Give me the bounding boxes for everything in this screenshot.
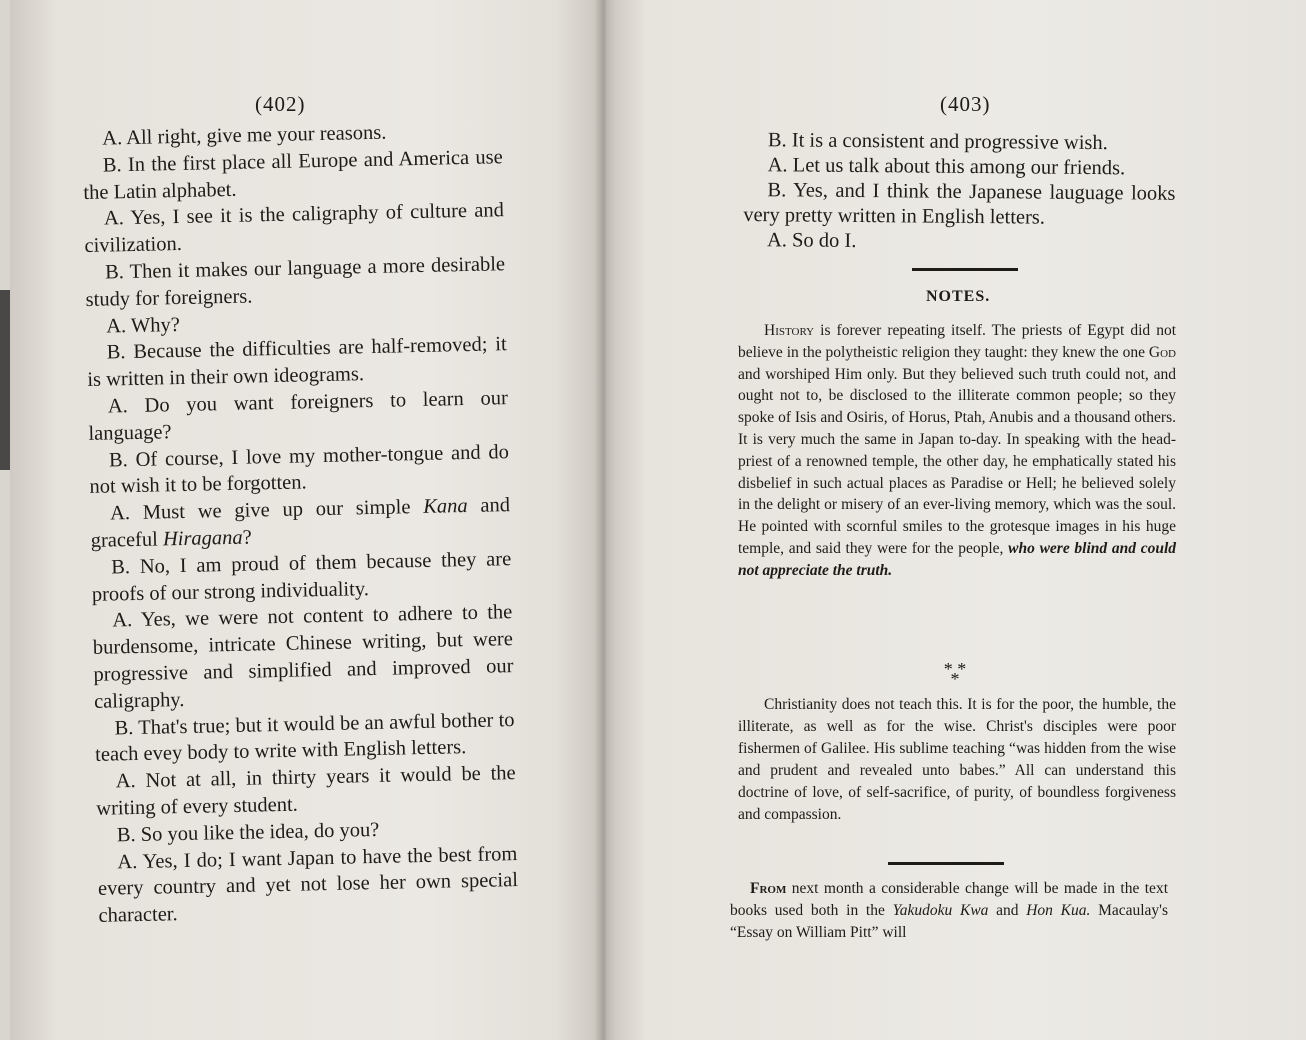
dialogue-line: A. Let us talk about this among our friends.: [767, 154, 1126, 180]
note-text: is forever repeating itself. The priests of Egypt did not believe in the polytheistic religion they taught: they knew the one: [738, 322, 1176, 361]
note-text: and worshiped Him only. But they believed such truth could not, and ought not to, be disclosed to the illiterate common people; so they spoke of Isis and Osiris, of Horus, Ptah, Anubis and a thousand others. It is very much the same in Japan to-day. In speaking with the head-priest of a renowned temple, the other day, he emphatically stated his disbelief in such actual places as Paradise or Hell; he believed solely in the delight or misery of an ever-living memory, which was the soul. He pointed with scornful smiles to the grotesque images in his huge temple, and said they were for the people,: [738, 365, 1176, 557]
note-paragraph: [738, 320, 1176, 582]
dialogue-line: A. Yes, I see it is the caligraphy of culture and civilization.: [84, 199, 505, 258]
note-paragraph: [730, 878, 1168, 944]
right-page: [604, 0, 1306, 1040]
dialogue-line: B. No, I am proud of them because they are proofs of our strong individuality.: [91, 547, 512, 606]
note-history: [738, 320, 1176, 582]
note-text: and: [988, 902, 1027, 919]
dialogue-line: B. Yes, and I think the Japanese lauguage looks very pretty written in English letters.: [743, 179, 1176, 229]
dialogue-line: B. It is a consistent and progressive wish.: [767, 129, 1108, 155]
dialogue-line: B. Then it makes our language a more desirable study for foreigners.: [85, 253, 506, 311]
spine-shadow: [594, 0, 616, 1040]
hon-kua-term: Hon Kua.: [1026, 902, 1091, 919]
note-lead: History: [764, 322, 815, 339]
note-paragraph: Christianity does not teach this. It is for the poor, the humble, the illiterate, as well as for the wise. Christ's disciples were poor fishermen of Galilee. His sublime teaching “was hidden from the wise and prudent and revealed unto babes.” All can understand this doctrine of love, of self-sacrifice, of purity, of boundless forgiveness and compassion.: [738, 696, 1176, 823]
note-text: Macaulay's “Essay on William Pitt” will: [730, 902, 1169, 941]
note-textbooks: [730, 878, 1168, 944]
dialogue-text: ?: [242, 526, 253, 549]
dialogue-line: A. Do you want foreigners to learn our language?: [88, 387, 509, 445]
dialogue-line: A. Yes, we were not content to adhere to the burdensome, intricate Chinese writing, but were progressive and simplified and improved our caligraphy.: [92, 601, 514, 713]
dialogue-line: A. So do I.: [766, 229, 857, 252]
dialogue-line: B. Because the difficulties are half-removed; it is written in their own ideograms.: [87, 333, 507, 392]
note-lead: From: [750, 880, 787, 897]
dialogue-text: and graceful: [90, 494, 511, 552]
divider-rule: [888, 862, 1004, 865]
note-emphasis: who were blind and could not appreciate the truth.: [738, 539, 1177, 579]
left-dialogue: [82, 117, 519, 930]
dialogue-line: [90, 492, 511, 554]
dialogue-line: A. Why?: [105, 313, 181, 338]
note-god: God: [1148, 343, 1176, 361]
dialogue-line: B. Of course, I love my mother-tongue and do not wish it to be forgotten.: [89, 440, 510, 499]
left-page: [10, 0, 604, 1040]
asterism: * * *: [943, 659, 967, 689]
note-christianity: [738, 694, 1176, 826]
divider-rule: [912, 268, 1018, 271]
dialogue-line: A. Not at all, in thirty years it would be the writing of every student.: [96, 762, 516, 820]
note-text: next month a considerable change will be made in the text books used both in the: [730, 880, 1168, 919]
right-dialogue: [743, 128, 1176, 257]
notes-heading: NOTES.: [926, 288, 991, 305]
page-edge: [0, 290, 10, 470]
dialogue-line: A. Yes, I do; I want Japan to have the best from every country and yet not lose her own special character.: [97, 842, 519, 927]
dialogue-line: B. So you like the idea, do you?: [116, 818, 380, 847]
dialogue-line: B. That's true; but it would be an awful bother to teach evey body to write with English letters.: [94, 708, 515, 767]
dialogue-text: A. Must we give up our simple: [109, 496, 424, 525]
right-page-number: (403): [940, 92, 991, 116]
dialogue-line: A. All right, give me your reasons.: [102, 121, 387, 150]
yakudoku-term: Yakudoku Kwa: [892, 902, 989, 919]
hiragana-term: Hiragana: [162, 526, 243, 551]
dialogue-line: B. In the first place all Europe and America use the Latin alphabet.: [83, 145, 503, 204]
left-page-number: (402): [255, 92, 306, 116]
kana-term: Kana: [422, 495, 468, 519]
